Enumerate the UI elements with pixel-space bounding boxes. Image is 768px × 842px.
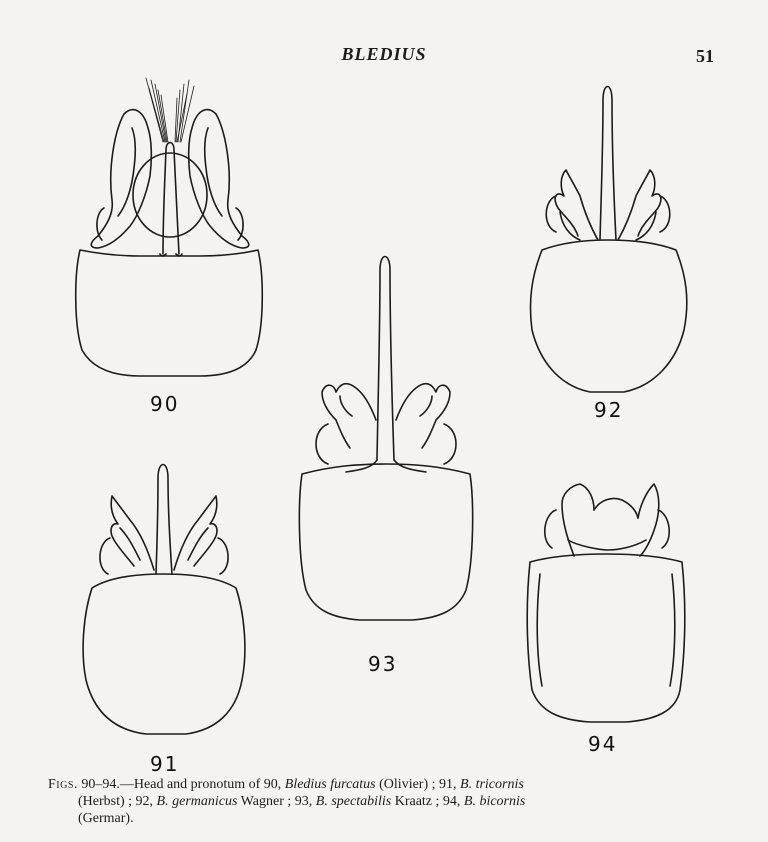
caption-lead: Figs. [48, 777, 78, 792]
figure-92-label: 92 [594, 398, 624, 422]
caption-line-3: (Germar). [78, 811, 134, 826]
figure-90-label: 90 [150, 392, 180, 416]
figure-94-drawing [527, 484, 685, 722]
figure-92-drawing [530, 87, 686, 393]
caption-species-91: B. tricornis [460, 777, 524, 792]
figure-90-bristles [146, 78, 194, 142]
caption-text-2a: (Herbst) ; 92, [78, 794, 157, 809]
figure-90-drawing [76, 78, 263, 376]
figure-93-label: 93 [368, 652, 398, 676]
page-number: 51 [696, 46, 714, 66]
caption-species-94: B. bicornis [463, 794, 526, 809]
caption-species-92: B. germanicus [156, 794, 238, 809]
caption-species-90: Bledius furcatus [284, 777, 376, 792]
caption-line-2 [48, 793, 708, 810]
caption-species-93: B. spectabilis [315, 794, 392, 809]
figure-94-label: 94 [588, 732, 618, 756]
running-head: BLEDIUS [341, 44, 427, 64]
figure-caption [48, 776, 708, 827]
caption-text-2c: Wagner ; 93, [237, 794, 316, 809]
figure-91-drawing [83, 465, 245, 735]
caption-text-1a: 90–94.—Head and pronotum of 90, [77, 777, 285, 792]
caption-line-1 [48, 776, 708, 793]
caption-text-1c: (Olivier) ; 91, [375, 777, 461, 792]
figure-93-drawing [299, 257, 472, 621]
caption-text-2e: Kraatz ; 94, [391, 794, 464, 809]
figure-91-label: 91 [150, 752, 180, 776]
